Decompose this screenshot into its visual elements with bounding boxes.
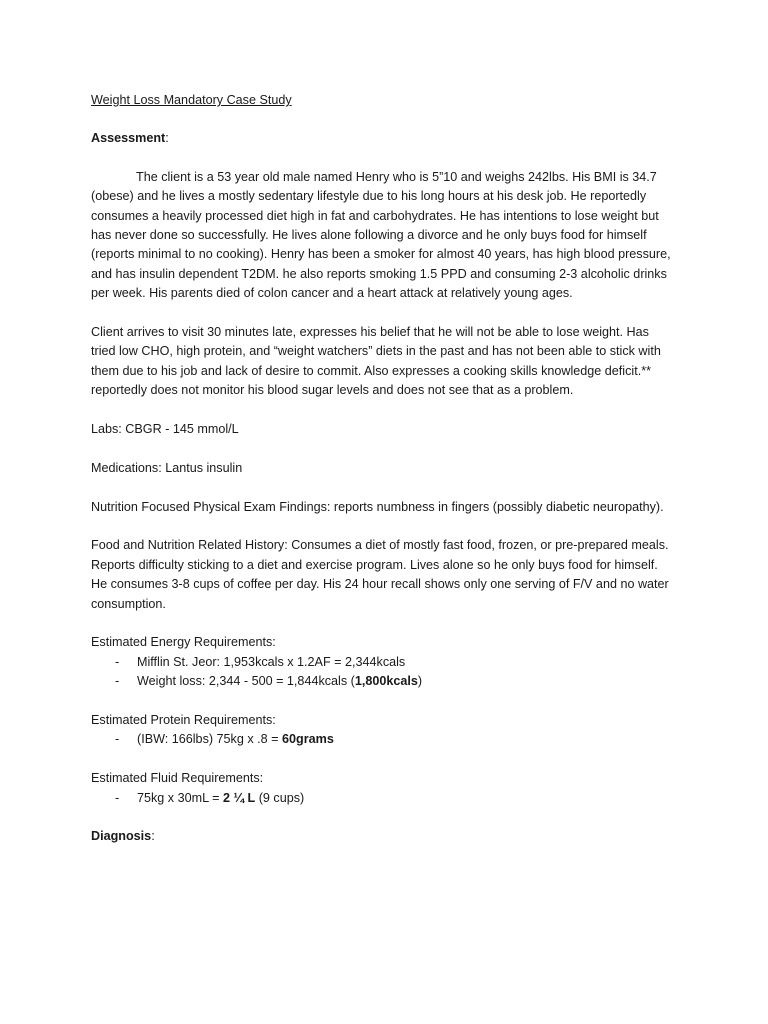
energy-requirements-label: Estimated Energy Requirements: [91, 635, 276, 650]
nfpe-paragraph: Nutrition Focused Physical Exam Findings: reports numbness in fingers (possibly diabetic neuropathy). [91, 499, 664, 514]
fluid-item-bold: 2 ¼ L [223, 790, 256, 805]
protein-item-bold: 60grams [282, 732, 334, 747]
protein-item-prefix: (IBW: 166lbs) 75kg x .8 = [137, 732, 283, 747]
assessment-heading [91, 129, 672, 148]
list-dash: - [115, 790, 120, 805]
protein-requirements [91, 711, 672, 750]
energy-item-weight-loss-prefix: Weight loss: 2,344 - 500 = 1,844kcals ( [137, 674, 355, 689]
diagnosis-heading-text: Diagnosis [91, 829, 152, 844]
energy-requirements-list [91, 653, 672, 692]
fluid-item-prefix: 75kg x 30mL = [137, 790, 223, 805]
energy-item-mifflin [91, 653, 672, 672]
fluid-requirements-list [91, 789, 672, 808]
energy-item-weight-loss-suffix: ) [417, 674, 423, 689]
energy-item-mifflin-text: Mifflin St. Jeor: 1,953kcals x 1.2AF = 2,344kcals [137, 654, 406, 669]
assessment-heading-text: Assessment [91, 131, 166, 146]
assessment-paragraph-2: Client arrives to visit 30 minutes late, expresses his belief that he will not be able to lose weight. Has tried low CHO, high protein, and “weight watchers” diets in the past and has not been able to stick with them due to his job and lack of desire to commit. Also expresses a cooking skills knowledge deficit.** reportedly does not monitor his blood sugar levels and does not see that as a problem. [91, 325, 661, 398]
protein-item-ibw [91, 730, 672, 749]
list-dash: - [115, 732, 120, 747]
fluid-item-suffix: (9 cups) [255, 790, 305, 805]
assessment-heading-colon: : [165, 131, 169, 146]
list-dash: - [115, 654, 120, 669]
diagnosis-heading-colon: : [151, 829, 155, 844]
energy-item-weight-loss [91, 672, 672, 691]
labs-line: Labs: CBGR - 145 mmol/L [91, 422, 239, 437]
list-dash: - [115, 674, 120, 689]
assessment-paragraph-1: The client is a 53 year old male named Henry who is 5”10 and weighs 242lbs. His BMI is 34.7 (obese) and he lives a mostly sedentary lifestyle due to his long hours at his desk job. He reportedly consumes a heavily processed diet high in fat and carbohydrates. He has intentions to lose weight but has never done so successfully. He lives alone following a divorce and he only buys food for himself (reports minimal to no cooking). Henry has been a smoker for almost 40 years, has high blood pressure, and has insulin dependent T2DM. he also reports smoking 1.5 PPD and consuming 2-3 alcoholic drinks per week. His parents died of colon cancer and a heart attack at relatively young ages. [91, 169, 671, 301]
medications-line: Medications: Lantus insulin [91, 460, 243, 475]
fluid-requirements-label: Estimated Fluid Requirements: [91, 771, 264, 786]
energy-item-weight-loss-bold: 1,800kcals [354, 674, 418, 689]
protein-requirements-list [91, 730, 672, 749]
fluid-item [91, 789, 672, 808]
document-title: Weight Loss Mandatory Case Study [91, 93, 292, 107]
protein-requirements-label: Estimated Protein Requirements: [91, 713, 276, 728]
food-history-paragraph: Food and Nutrition Related History: Consumes a diet of mostly fast food, frozen, or pre-prepared meals. Reports difficulty sticking to a diet and exercise program. Lives alone so he only buys food for himself. He consumes 3-8 cups of coffee per day. His 24 hour recall shows only one serving of F/V and no water consumption. [91, 538, 669, 611]
energy-requirements [91, 633, 672, 691]
fluid-requirements [91, 769, 672, 808]
diagnosis-heading [91, 827, 672, 846]
